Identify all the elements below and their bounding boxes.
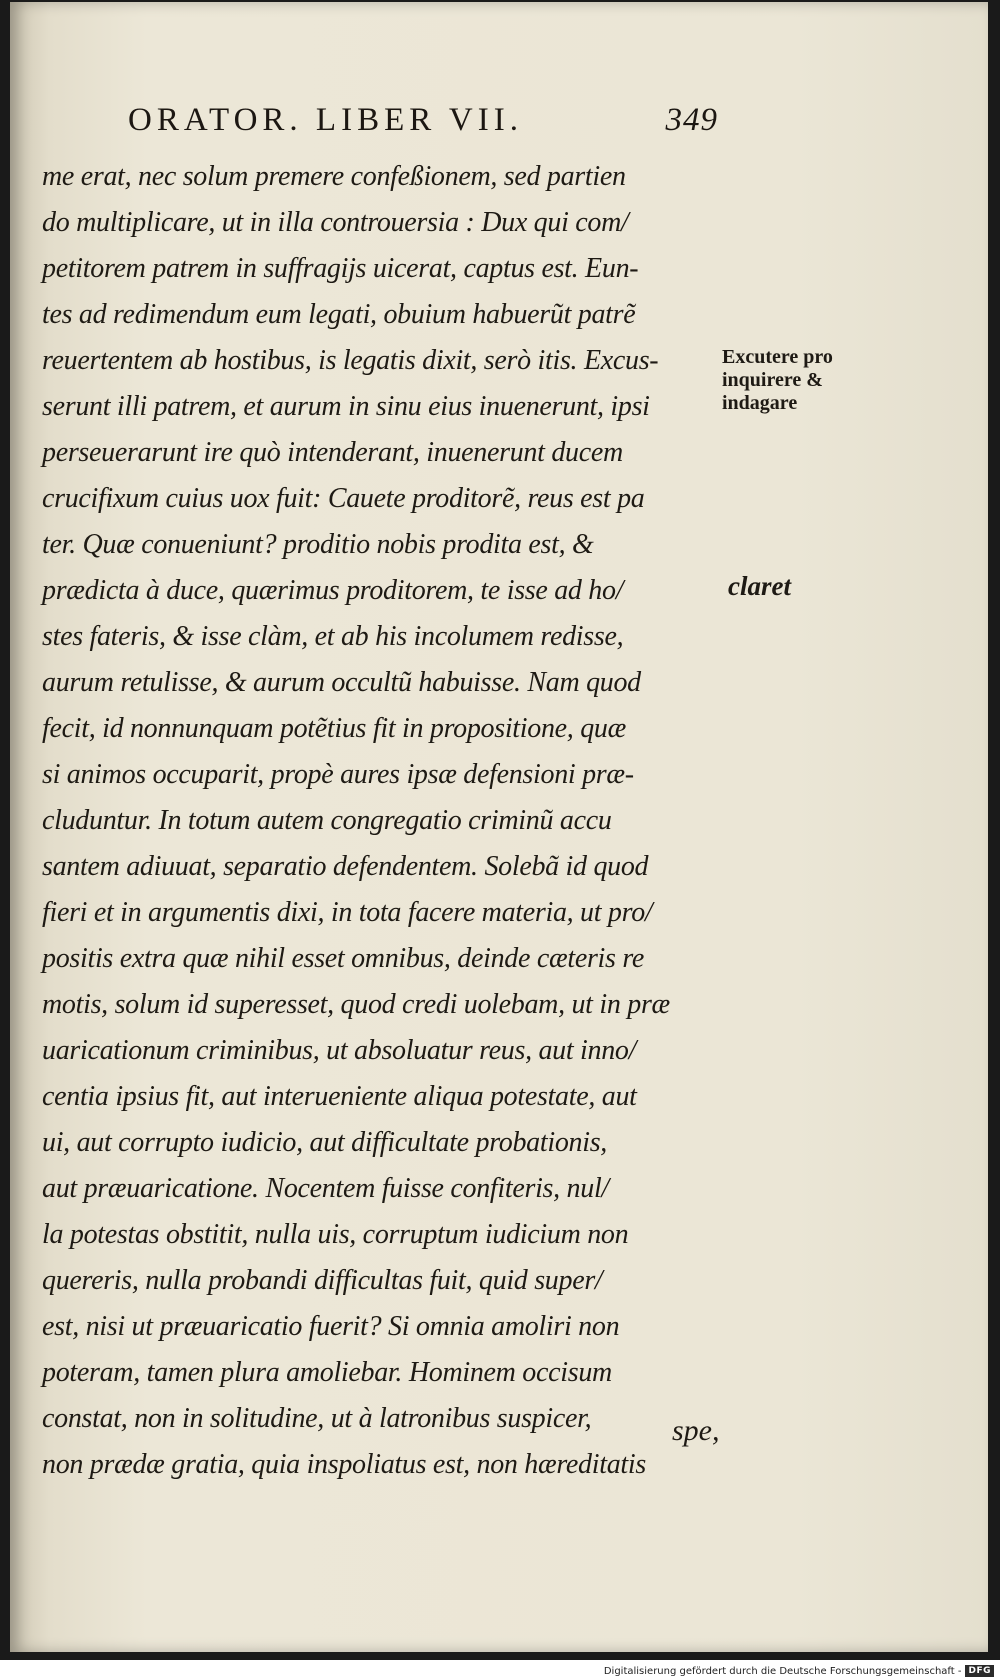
text-line: crucifixum cuius uox fuit: Cauete proditorẽ, reus est pa: [42, 483, 645, 514]
text-line: uaricationum criminibus, ut absoluatur reus, aut inno/: [42, 1035, 637, 1066]
margin-note-line: Excutere pro: [722, 346, 833, 368]
margin-note-line: indagare: [722, 392, 798, 414]
body-text: [42, 154, 742, 1488]
text-line: serunt illi patrem, et aurum in sinu eius inuenerunt, ipsi: [42, 391, 650, 422]
text-line: quereris, nulla probandi difficultas fuit, quid super/: [42, 1265, 603, 1296]
page-number: 349: [665, 102, 718, 138]
text-line: aurum retulisse, & aurum occultũ habuisse. Nam quod: [42, 667, 641, 698]
text-line: fieri et in argumentis dixi, in tota facere materia, ut pro/: [42, 897, 653, 928]
text-line: me erat, nec solum premere confeßionem, sed partien: [42, 161, 626, 192]
margin-note-line: inquirere &: [722, 369, 823, 391]
text-line: tes ad redimendum eum legati, obuium habuerũt patrẽ: [42, 299, 636, 330]
text-line: non prædæ gratia, quia inspoliatus est, non hæreditatis: [42, 1449, 646, 1480]
margin-note: [722, 346, 833, 415]
text-line: poteram, tamen plura amoliebar. Hominem occisum: [42, 1357, 612, 1388]
text-line: fecit, id nonnunquam potẽtius fit in propositione, quæ: [42, 713, 626, 744]
text-line: centia ipsius fit, aut interueniente aliqua potestate, aut: [42, 1081, 637, 1112]
margin-note: [728, 571, 791, 601]
text-line: est, nisi ut præuaricatio fuerit? Si omnia amoliri non: [42, 1311, 620, 1342]
text-line: positis extra quæ nihil esset omnibus, deinde cæteris re: [42, 943, 645, 974]
digitization-credit: [604, 1665, 994, 1677]
text-line: la potestas obstitit, nulla uis, corruptum iudicium non: [42, 1219, 629, 1250]
running-head: [128, 102, 718, 154]
book-page: [10, 2, 988, 1652]
running-title: ORATOR. LIBER VII.: [128, 102, 523, 138]
text-line: ter. Quæ conueniunt? proditio nobis prodita est, &: [42, 529, 594, 560]
text-line: reuertentem ab hostibus, is legatis dixit, serò itis. Excus-: [42, 345, 659, 376]
margin-note-line: claret: [728, 571, 791, 601]
text-line: stes fateris, & isse clàm, et ab his incolumem redisse,: [42, 621, 624, 652]
text-line: motis, solum id superesset, quod credi uolebam, ut in præ: [42, 989, 670, 1020]
text-line: perseuerarunt ire quò intenderant, inuenerunt ducem: [42, 437, 623, 468]
text-line: ui, aut corrupto iudicio, aut difficultate probationis,: [42, 1127, 608, 1158]
text-line: si animos occuparit, propè aures ipsæ defensioni præ-: [42, 759, 634, 790]
text-line: cluduntur. In totum autem congregatio criminũ accu: [42, 805, 612, 836]
dfg-logo: DFG: [965, 1665, 994, 1677]
catchword: spe,: [672, 1414, 720, 1447]
text-line: santem adiuuat, separatio defendentem. Solebã id quod: [42, 851, 649, 882]
text-line: constat, non in solitudine, ut à latronibus suspicer,: [42, 1403, 592, 1434]
text-line: do multiplicare, ut in illa controuersia : Dux qui com/: [42, 207, 629, 238]
credit-text: Digitalisierung gefördert durch die Deutsche Forschungsgemeinschaft -: [603, 1665, 962, 1677]
text-line: petitorem patrem in suffragijs uicerat, captus est. Eun-: [42, 253, 639, 284]
text-line: prædicta à duce, quærimus proditorem, te isse ad ho/: [42, 575, 624, 606]
text-line: aut præuaricatione. Nocentem fuisse confiteris, nul/: [42, 1173, 609, 1204]
